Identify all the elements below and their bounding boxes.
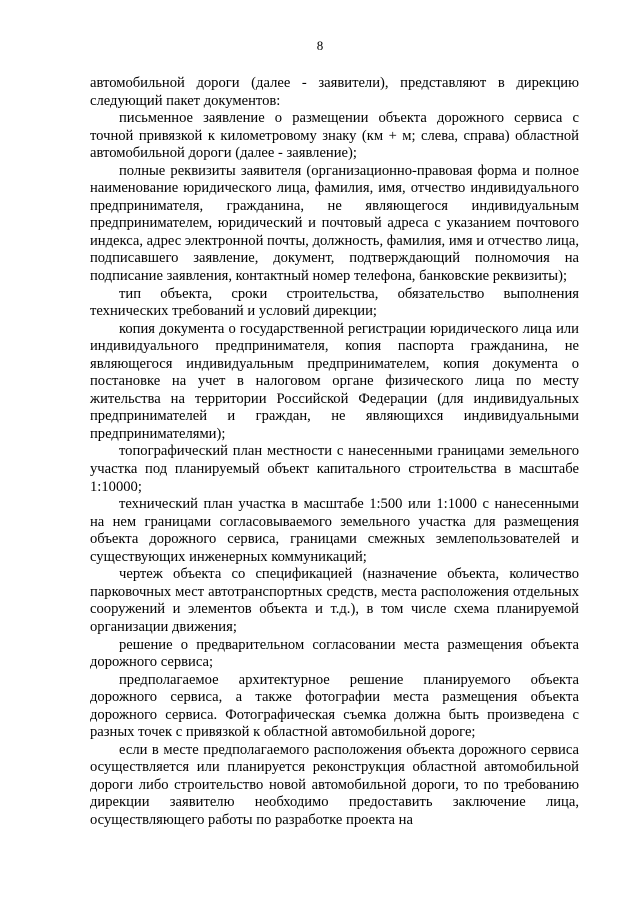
- list-item-preliminary-approval: решение о предварительном согласовании места размещения объекта дорожного сервиса;: [90, 636, 579, 671]
- list-item-object-drawing: чертеж объекта со спецификацией (назначение объекта, количество парковочных мест автотранспортных средств, места расположения отдельных сооружений и элементов объекта и т.д.), в том числе схема планируемой организации движения;: [90, 566, 579, 635]
- list-item-architectural-solution: предполагаемое архитектурное решение планируемого объекта дорожного сервиса, а также фотографии места размещения объекта дорожного сервиса. Фотографическая съемка должна быть произведена с разных точек с привязкой к областной автомобильной дороге;: [90, 671, 579, 741]
- list-item-reconstruction-conclusion: если в месте предполагаемого расположения объекта дорожного сервиса осуществляется или планируется реконструкция областной автомобильной дороги либо строительство новой автомобильной дороги, то по требованию дирекции заявителю необходимо предоставить заключение лица, осуществляющего работы по разработке проекта на: [90, 741, 579, 828]
- document-body: [90, 75, 579, 830]
- list-item-object-type: тип объекта, сроки строительства, обязательство выполнения технических требований и условий дирекции;: [90, 285, 579, 320]
- list-item-applicant-details: полные реквизиты заявителя (организационно-правовая форма и полное наименование юридического лица, фамилия, имя, отчество индивидуального предпринимателя, гражданина, не являющегося индивидуальным предпринимателем, юридический и почтовый адреса с указанием почтового индекса, адрес электронной почты, должность, фамилия, имя и отчество лица, подписавшего заявление, документ, подтверждающий полномочия на подписание заявления, контактный номер телефона, банковские реквизиты);: [90, 162, 579, 285]
- list-item-technical-plan: технический план участка в масштабе 1:500 или 1:1000 с нанесенными на нем границами согласовываемого земельного участка для размещения объекта дорожного сервиса, границами смежных землепользователей и существующих инженерных коммуникаций;: [90, 496, 579, 565]
- list-item-registration-copies: копия документа о государственной регистрации юридического лица или индивидуального предпринимателя, копия паспорта гражданина, не являющегося индивидуальным предпринимателем, копия документа о постановке на учет в налоговом органе физического лица по месту жительства на территории Российской Федерации (для индивидуальных предпринимателей и граждан, не являющихся индивидуальными предпринимателями);: [90, 320, 579, 442]
- page-number: 8: [316, 38, 324, 53]
- paragraph-intro: автомобильной дороги (далее - заявители), представляют в дирекцию следующий пакет документов:: [90, 75, 579, 109]
- list-item-written-application: письменное заявление о размещении объекта дорожного сервиса с точной привязкой к километровому знаку (км + м; слева, справа) областной автомобильной дороги (далее - заявление);: [90, 110, 579, 162]
- list-item-topographic-plan: топографический план местности с нанесенными границами земельного участка под планируемый объект капитального строительства в масштабе 1:10000;: [90, 443, 579, 495]
